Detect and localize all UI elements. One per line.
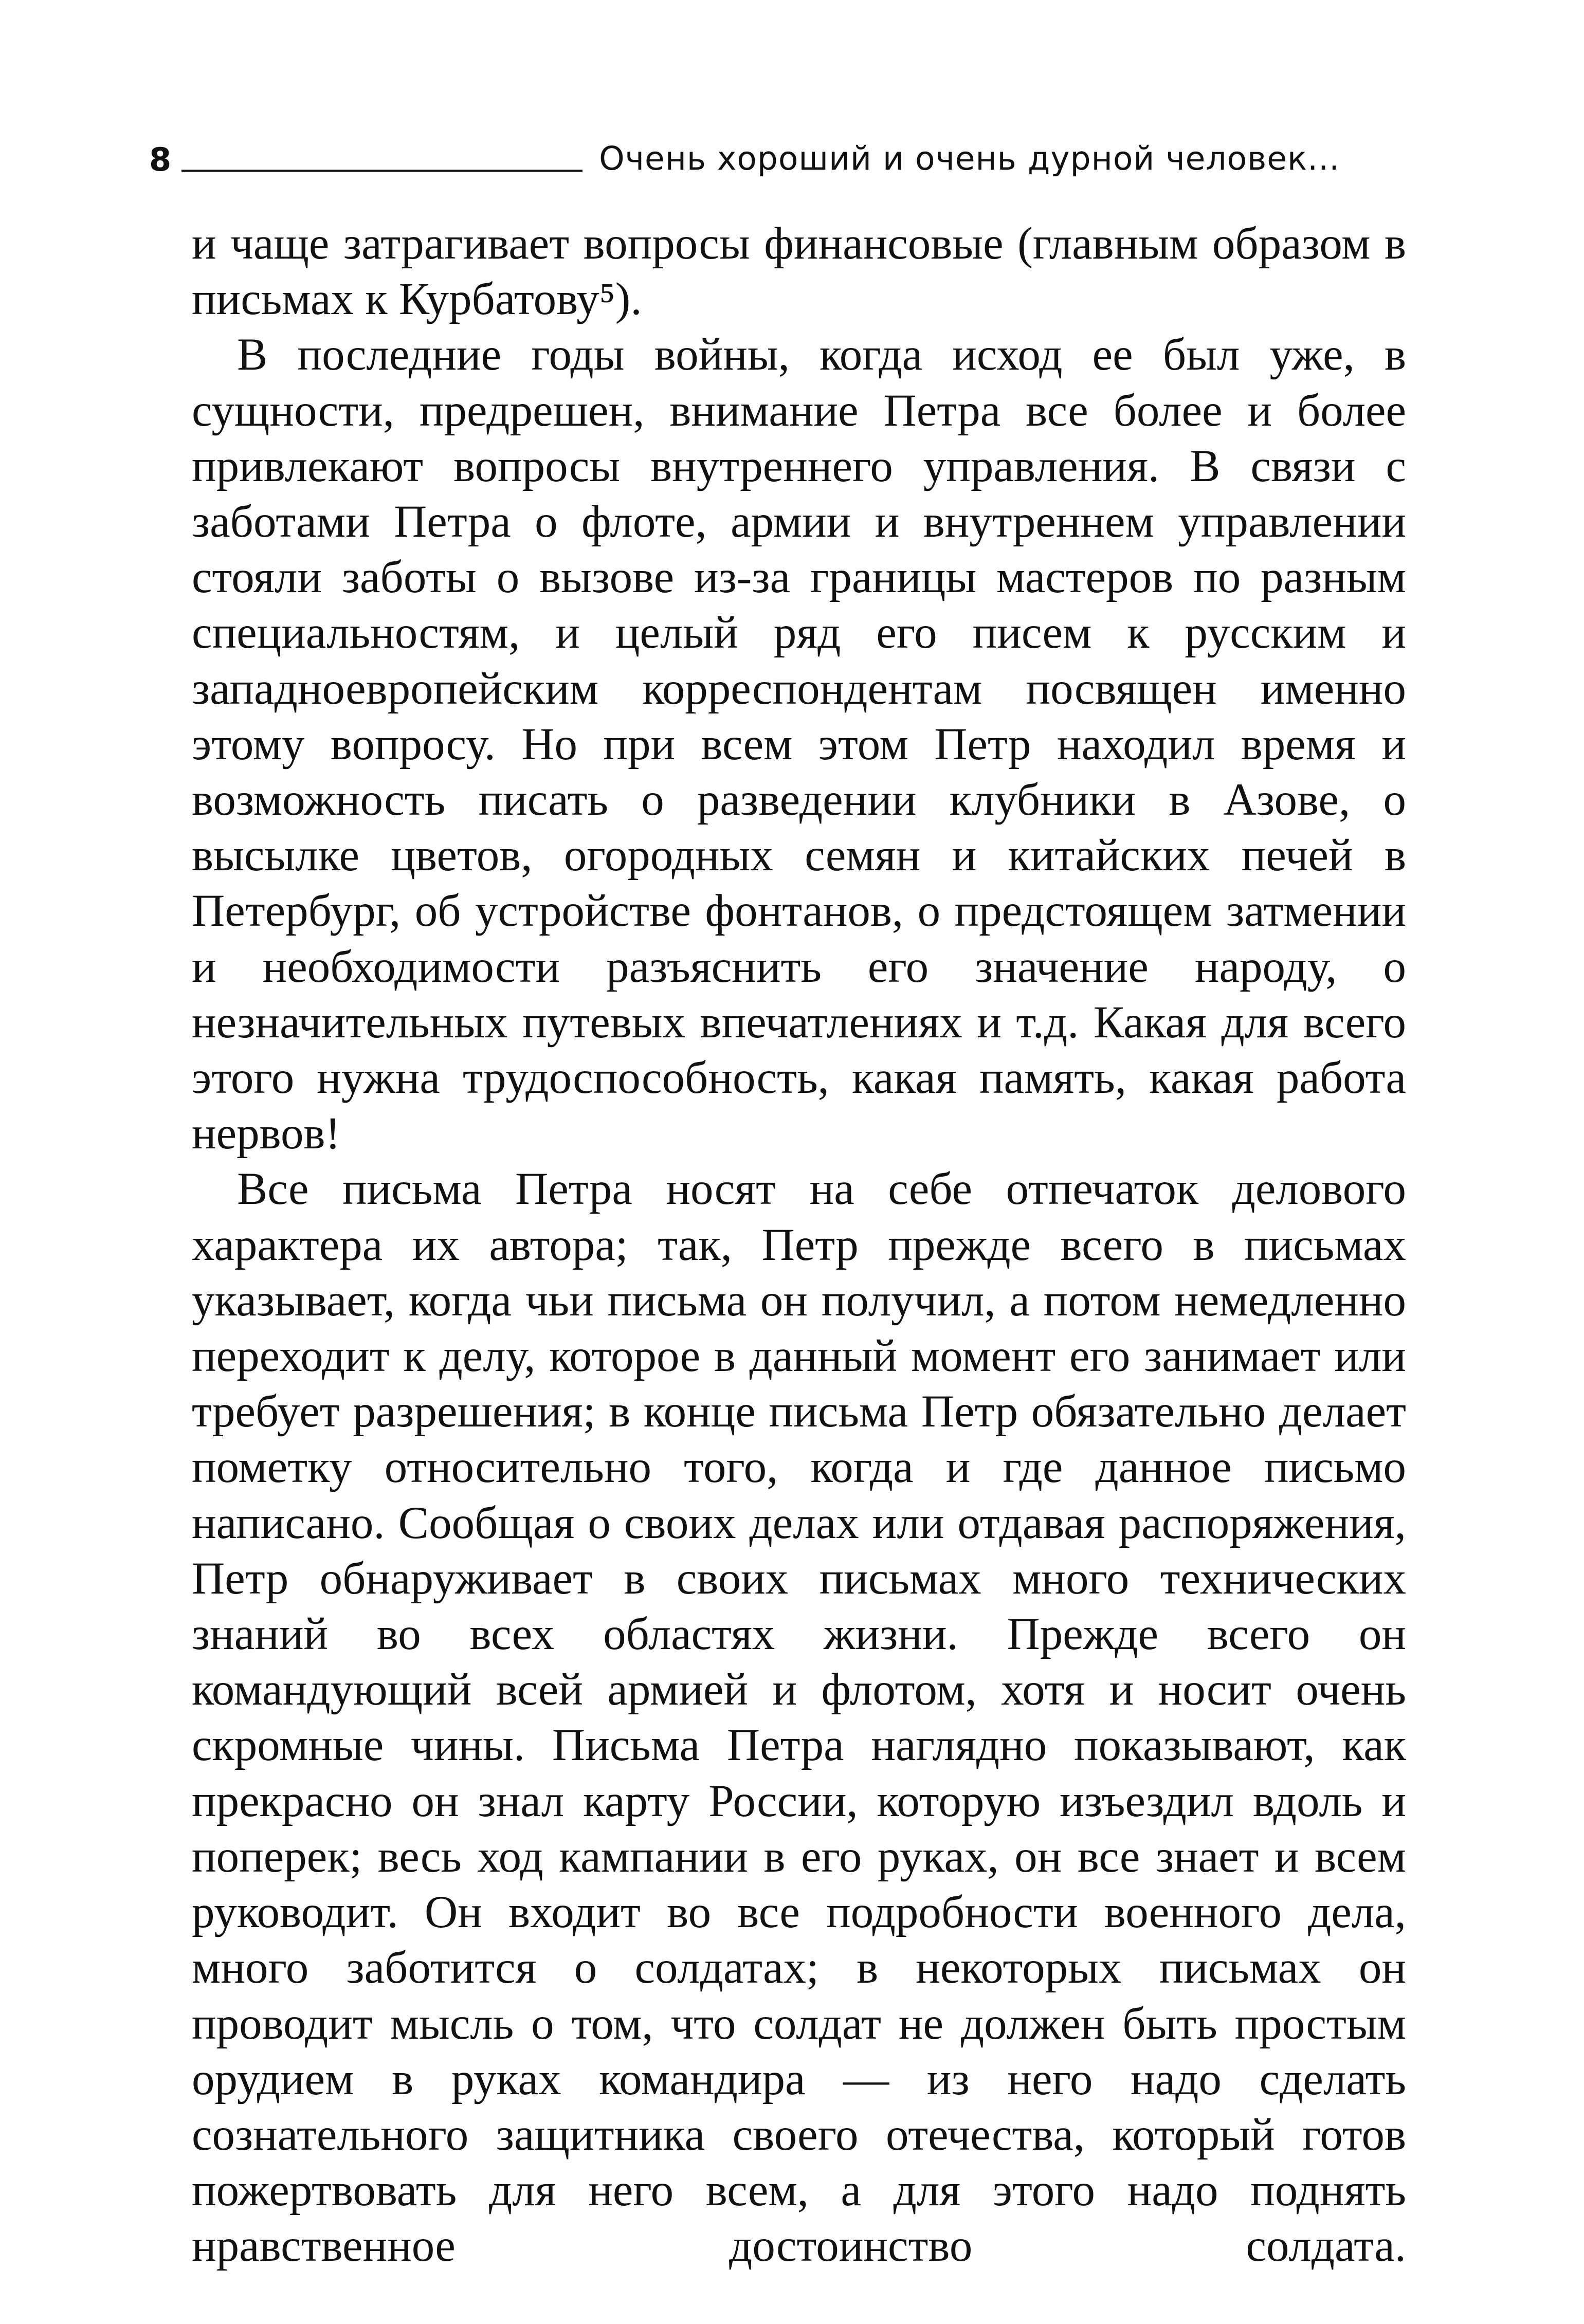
running-header — [149, 133, 1404, 179]
running-title: Очень хороший и очень дурной человек... — [599, 140, 1340, 177]
paragraph-2: В последние годы войны, когда исход ее был уже, в сущности, предрешен, внимание Петра все более и более привлекают вопросы внутреннего управления. В связи с заботами Петра о флоте, армии и внутреннем управлении стояли заботы о вызове из-за границы мастеров по разным специальностям, и целый ряд его писем к русским и западноевропейским корреспондентам посвящен именно этому вопросу. Но при всем этом Петр находил время и возможность писать о разведении клубники в Азове, о высылке цветов, огородных семян и китайских печей в Петербург, об устройстве фонтанов, о предстоящем затмении и необходимости разъяснить его значение народу, о незначительных путевых впечатлениях и т.д. Какая для всего этого нужна трудоспособность, какая память, какая работа нервов! — [192, 330, 1406, 1159]
page-number: 8 — [149, 141, 172, 178]
body-text — [192, 216, 1406, 2274]
header-rule — [181, 170, 582, 172]
paragraph-3: Все письма Петра носят на себе отпечаток делового характера их автора; так, Петр прежде всего в письмах указывает, когда чьи письма он получил, а потом немедленно переходит к делу, которое в данный момент его занимает или требует разрешения; в конце письма Петр обязательно делает пометку относительно того, когда и где данное письмо написано. Сообщая о своих делах или отдавая распоряжения, Петр обнаруживает в своих письмах много технических знаний во всех областях жизни. Прежде всего он командующий всей армией и флотом, хотя и носит очень скромные чины. Письма Петра наглядно показывают, как прекрасно он знал карту России, которую изъездил вдоль и поперек; весь ход кампании в его руках, он все знает и всем руководит. Он входит во все подробности военного дела, много заботится о солдатах; в некоторых письмах он проводит мысль о том, что солдат не должен быть простым орудием в руках командира — из него надо сделать сознательного защитника своего отечества, который готов пожертвовать для него всем, а для этого надо поднять нравственное достоинство солдата. — [192, 1164, 1406, 2272]
paragraph-1: и чаще затрагивает вопросы финансовые (главным образом в письмах к Курбатову⁵). — [192, 218, 1406, 325]
